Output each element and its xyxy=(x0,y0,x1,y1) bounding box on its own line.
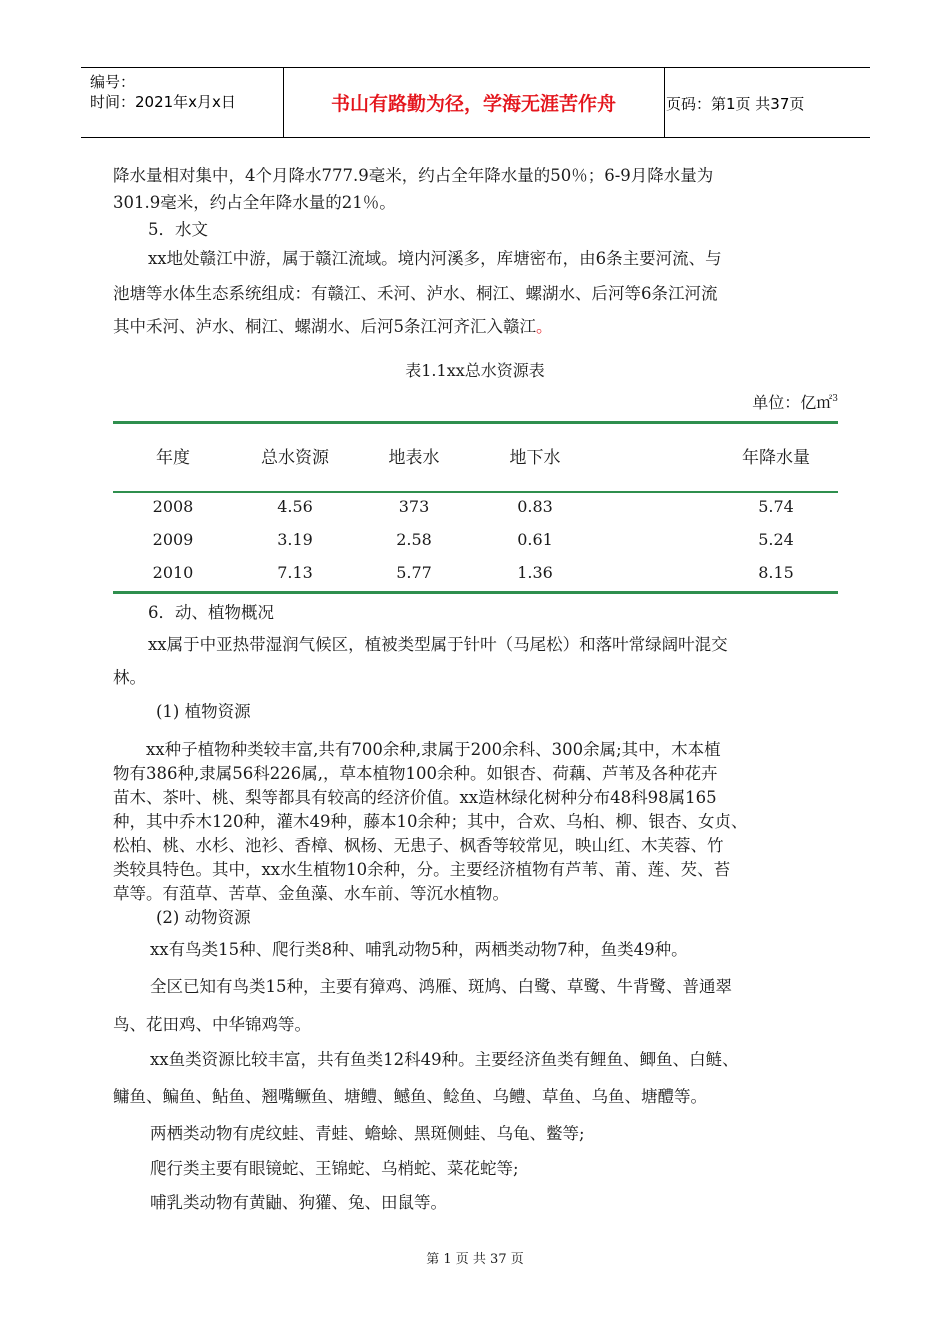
section-heading-hydrology: 5．水文 xyxy=(148,220,208,239)
subheading-animals: (2) 动物资源 xyxy=(156,908,251,927)
paragraph-line: 种，其中乔木120种，灌木49种，藤本10余种；其中，合欢、乌桕、柳、银杏、女贞、 xyxy=(113,812,748,831)
table-cell: 0.61 xyxy=(517,530,553,549)
header-motto: 书山有路勤为径，学海无涯苦作舟 xyxy=(330,93,616,115)
paragraph-line xyxy=(113,313,553,337)
table-cell: 2010 xyxy=(152,563,194,582)
table-bottom-rule xyxy=(113,591,838,594)
table-cell: 5.77 xyxy=(396,563,432,582)
paragraph-line: 全区已知有鸟类15种，主要有獐鸡、鸿雁、斑鸠、白鹭、草鹭、牛背鹭、普通翠 xyxy=(150,977,732,996)
page-header xyxy=(81,67,870,138)
table-cell: 4.56 xyxy=(277,497,313,516)
table-header-cell: 地表水 xyxy=(388,448,440,468)
table-cell: 2008 xyxy=(152,497,194,516)
date-label: 时间：2021年x月x日 xyxy=(90,93,236,111)
paragraph-line: xx有鸟类15种、爬行类8种、哺乳动物5种，两栖类动物7种，鱼类49种。 xyxy=(150,940,688,959)
paragraph-line: 降水量相对集中，4个月降水777.9毫米，约占全年降水量的50％；6-9月降水量为 xyxy=(113,166,714,185)
table-header-cell: 总水资源 xyxy=(261,448,329,468)
paragraph-line: 鳙鱼、鳊鱼、鲇鱼、翘嘴鳜鱼、塘鳢、鳡鱼、鲶鱼、乌鳢、草鱼、乌鱼、塘醴等。 xyxy=(113,1087,707,1106)
doc-number-label: 编号： xyxy=(90,73,136,91)
paragraph-line: 301.9毫米，约占全年降水量的21％。 xyxy=(113,193,396,212)
paragraph-line: 爬行类主要有眼镜蛇、王锦蛇、乌梢蛇、菜花蛇等; xyxy=(150,1159,519,1178)
table-header-rule xyxy=(113,491,838,493)
table-cell: 3.19 xyxy=(277,530,313,549)
table-header-cell: 年度 xyxy=(156,448,190,468)
unit-superscript: 3 xyxy=(832,394,838,404)
unit-text: 单位：亿㎡ xyxy=(752,393,833,412)
paragraph-line: 鸟、花田鸡、中华锦鸡等。 xyxy=(113,1015,311,1034)
table-cell: 5.24 xyxy=(758,530,794,549)
header-page-info: 页码：第1页 共37页 xyxy=(666,95,805,113)
red-period: 。 xyxy=(536,317,553,336)
header-meta xyxy=(90,72,236,112)
paragraph-line: xx种子植物种类较丰富,共有700余种,隶属于200余科、300余属;其中，木本植 xyxy=(146,740,721,759)
subheading-plants: (1) 植物资源 xyxy=(156,702,251,721)
table-cell: 5.74 xyxy=(758,497,794,516)
paragraph-line: 林。 xyxy=(113,668,146,687)
table-cell: 8.15 xyxy=(758,563,794,582)
section-heading-flora-fauna: 6．动、植物概况 xyxy=(148,603,274,622)
table-cell: 0.83 xyxy=(517,497,553,516)
paragraph-line: xx地处赣江中游，属于赣江流域。境内河溪多，库塘密布，由6条主要河流、与 xyxy=(148,249,722,268)
paragraph-line: 草等。有菹草、苦草、金鱼藻、水车前、等沉水植物。 xyxy=(113,884,509,903)
table-header-cell: 年降水量 xyxy=(742,448,810,468)
table-unit xyxy=(752,390,838,413)
table-cell: 7.13 xyxy=(277,563,313,582)
table-cell: 373 xyxy=(398,497,430,516)
paragraph-line: 松柏、桃、水杉、池衫、香樟、枫杨、无患子、枫香等较常见，映山红、木芙蓉、竹 xyxy=(113,836,724,855)
table-cell: 1.36 xyxy=(517,563,553,582)
paragraph-line: 类较具特色。其中，xx水生植物10余种，分。主要经济植物有芦苇、莆、莲、芡、苔 xyxy=(113,860,731,879)
paragraph-line: 池塘等水体生态系统组成：有赣江、禾河、泸水、桐江、螺湖水、后河等6条江河流 xyxy=(113,284,718,303)
paragraph-text: 其中禾河、泸水、桐江、螺湖水、后河5条江河齐汇入赣江 xyxy=(113,317,536,336)
table-top-rule xyxy=(113,421,838,424)
page-footer: 第 1 页 共 37 页 xyxy=(426,1252,524,1267)
table-header-cell: 地下水 xyxy=(509,448,561,468)
paragraph-line: xx属于中亚热带湿润气候区，植被类型属于针叶（马尾松）和落叶常绿阔叶混交 xyxy=(148,635,728,654)
paragraph-line: xx鱼类资源比较丰富，共有鱼类12科49种。主要经济鱼类有鲤鱼、鲫鱼、白鲢、 xyxy=(150,1050,739,1069)
water-resources-table xyxy=(113,421,838,594)
paragraph-line: 物有386种,隶属56科226属,，草本植物100余种。如银杏、荷藕、芦苇及各种花卉 xyxy=(113,764,718,783)
table-cell: 2009 xyxy=(152,530,194,549)
paragraph-line: 哺乳类动物有黄鼬、狗獾、兔、田鼠等。 xyxy=(150,1193,447,1212)
table-caption: 表1.1xx总水资源表 xyxy=(405,361,545,380)
paragraph-line: 苗木、茶叶、桃、梨等都具有较高的经济价值。xx造林绿化树种分布48科98属165 xyxy=(113,788,717,807)
table-cell: 2.58 xyxy=(396,530,432,549)
paragraph-line: 两栖类动物有虎纹蛙、青蛙、蟾蜍、黑斑侧蛙、乌龟、鳖等; xyxy=(150,1124,585,1143)
